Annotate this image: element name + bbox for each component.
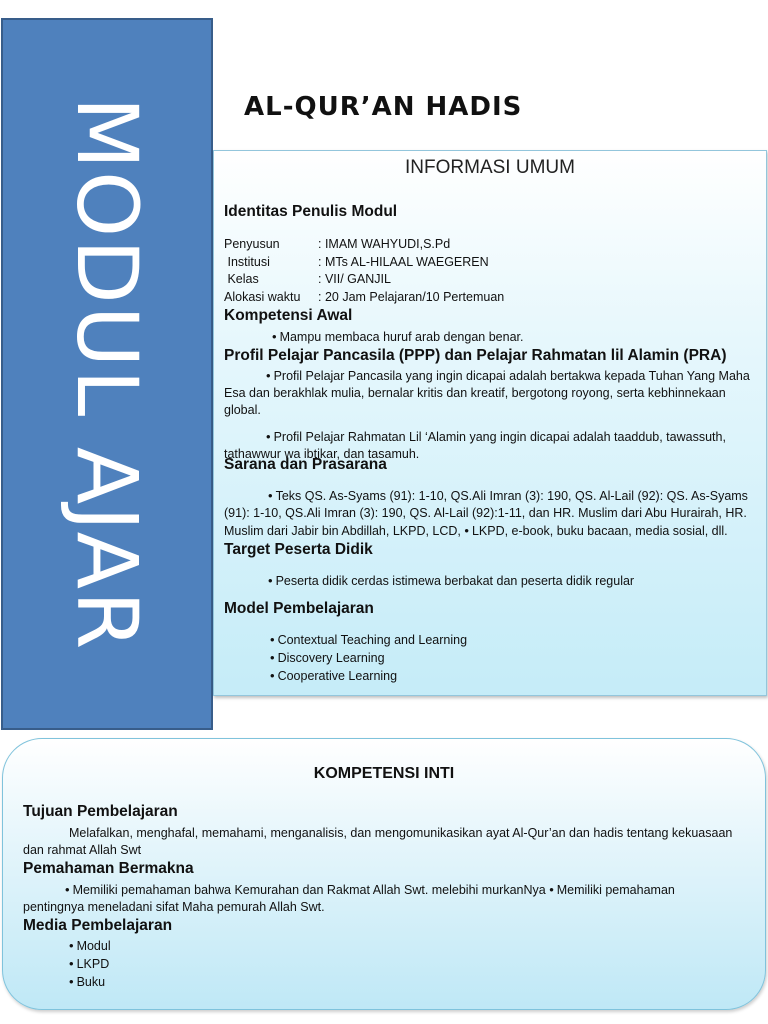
identitas-row (224, 236, 504, 254)
identitas-value: : IMAM WAHYUDI,S.Pd (318, 237, 451, 251)
sarana-line: • Teks QS. As-Syams (91): 1-10, QS.Ali Imran (3): 190, QS. Al-Lail (92): QS. As-Syams (224, 487, 764, 505)
sarana-text (224, 487, 764, 540)
kompetensi-inti-heading: KOMPETENSI INTI (313, 765, 455, 782)
kompetensi-inti-box (2, 738, 766, 1010)
pemahaman-text (23, 881, 763, 916)
sarana-line: (91): 1-10, QS.Ali Imran (3): 190, QS. Al-Lail (92):1-11, dan HR. Muslim dari Abu Hurairah, HR. (224, 506, 747, 520)
profil-heading: Profil Pelajar Pancasila (PPP) dan Pelajar Rahmatan lil Alamin (PRA) (224, 347, 727, 364)
profil-ppp-line: Esa dan berakhlak mulia, bernalar kritis dan kreatif, bergotong royong, serta kebhinnekaan (224, 386, 726, 400)
model-item: • Cooperative Learning (270, 667, 467, 685)
tujuan-line: Melafalkan, menghafal, memahami, menganalisis, dan mengomunikasikan ayat Al-Qur’an dan hadis tentang kekuasaan (69, 826, 733, 840)
model-list (270, 631, 467, 685)
informasi-umum-box (213, 150, 767, 696)
kompetensi-awal-item: • Mampu membaca huruf arab dengan benar. (272, 328, 523, 346)
side-banner (1, 18, 213, 730)
sarana-heading: Sarana dan Prasarana (224, 456, 387, 473)
identitas-row (224, 289, 504, 307)
banner-text: MODUL AJAR (58, 96, 156, 652)
media-heading: Media Pembelajaran (23, 917, 173, 934)
identitas-key: Kelas (224, 272, 259, 286)
media-item: • Buku (69, 973, 111, 991)
pemahaman-line: pentingnya meneladani sifat Maha pemurah Allah Swt. (23, 900, 325, 914)
tujuan-text (23, 825, 763, 859)
model-item: • Discovery Learning (270, 649, 467, 667)
pemahaman-heading: Pemahaman Bermakna (23, 860, 194, 877)
identitas-row (224, 271, 504, 289)
identitas-value: : VII/ GANJIL (318, 272, 391, 286)
identitas-key: Penyusun (224, 237, 280, 251)
identitas-value: : MTs AL-HILAAL WAEGEREN (318, 254, 489, 269)
profil-ppp-line: • Profil Pelajar Pancasila yang ingin dicapai adalah bertakwa kepada Tuhan Yang Maha (224, 367, 754, 385)
profil-ppp-line: global. (224, 403, 261, 417)
profil-pra-line: tathawwur wa ibtikar, dan tasamuh. (224, 447, 420, 461)
identitas-key: Institusi (224, 254, 270, 269)
tujuan-heading: Tujuan Pembelajaran (23, 803, 178, 820)
media-item: • LKPD (69, 955, 111, 973)
model-item: • Contextual Teaching and Learning (270, 631, 467, 649)
target-heading: Target Peserta Didik (224, 541, 373, 558)
identitas-key: Alokasi waktu (224, 289, 301, 304)
target-item: • Peserta didik cerdas istimewa berbakat dan peserta didik regular (268, 572, 634, 590)
page-title: AL-QUR’AN HADIS (244, 92, 523, 122)
media-list (69, 937, 111, 991)
sarana-line: • LKPD, e-book, buku bacaan, media sosial, dll. (464, 524, 727, 538)
profil-text (224, 367, 754, 463)
tujuan-line: dan rahmat Allah Swt (23, 843, 142, 857)
profil-pra-line: • Profil Pelajar Rahmatan Lil ‘Alamin yang ingin dicapai adalah taaddub, tawassuth, (224, 428, 754, 446)
kompetensi-awal-heading: Kompetensi Awal (224, 307, 353, 324)
pemahaman-item: • Memiliki pemahaman (549, 883, 675, 897)
identitas-value: : 20 Jam Pelajaran/10 Pertemuan (318, 289, 505, 304)
pemahaman-item: • Memiliki pemahaman bahwa Kemurahan dan Rakmat Allah Swt. melebihi murkanNya (65, 883, 546, 897)
media-item: • Modul (69, 937, 111, 955)
model-heading: Model Pembelajaran (224, 600, 374, 617)
identitas-heading: Identitas Penulis Modul (224, 203, 398, 220)
identitas-table (224, 236, 504, 306)
sarana-line: Muslim dari Jabir bin Abdillah, LKPD, LCD, (224, 524, 461, 538)
informasi-umum-heading: INFORMASI UMUM (405, 157, 575, 178)
identitas-row (224, 254, 504, 272)
